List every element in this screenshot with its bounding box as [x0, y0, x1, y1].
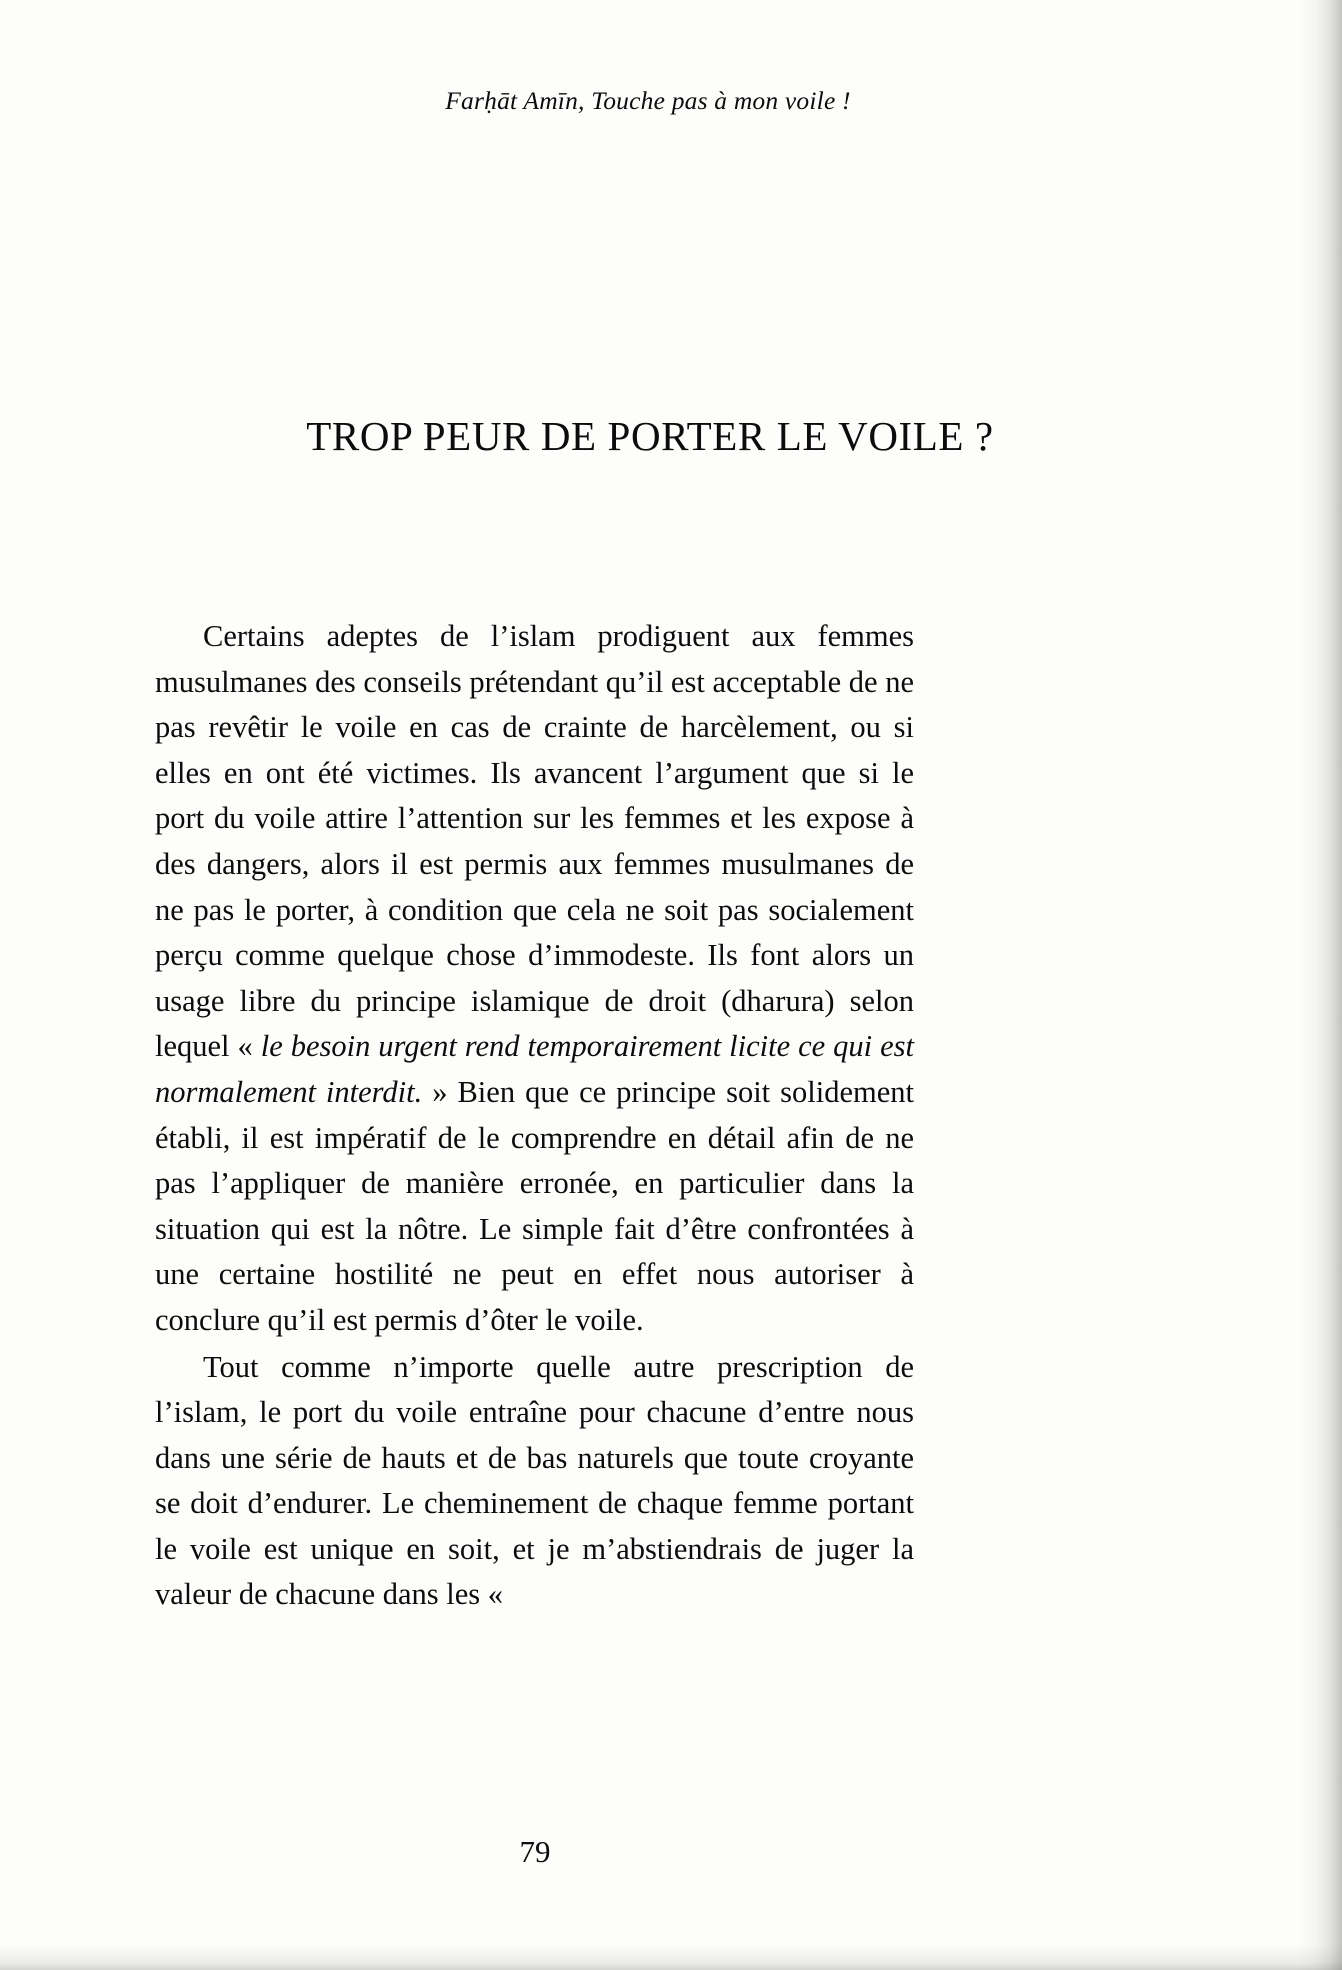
running-header: Farḥāt Amīn, Touche pas à mon voile !: [445, 86, 851, 115]
page-edge-shadow-right: [1298, 0, 1342, 1970]
quoted-passage: le besoin urgent rend temporairement licite ce qui est normalement interdit.: [155, 1029, 914, 1109]
body-text: [155, 614, 914, 1618]
page-number: 79: [519, 1834, 551, 1869]
paragraph-2: [155, 1345, 914, 1619]
text-run: » Bien que ce principe soit solidement établi, il est impératif de le comprendre en détail afin de ne pas l’appliquer de manière erronée, en particulier dans la situation qui est la nôtre. Le simple fait d’être confrontées à une certaine hostilité ne peut en effet nous autoriser à conclure qu’il est permis d’ôter le voile.: [155, 1074, 914, 1337]
paragraph-1: [155, 614, 914, 1344]
text-run: Certains adeptes de l’islam prodiguent aux femmes musulmanes des conseils prétendant qu’il est acceptable de ne pas revêtir le voile en cas de crainte de harcèlement, ou si elles en ont été victimes. Ils avancent l’argument que si le port du voile attire l’attention sur les femmes et les expose à des dangers, alors il est permis aux femmes musulmanes de ne pas le porter, à condition que cela ne soit pas socialement perçu comme quelque chose d’immodeste. Ils font alors un usage libre du principe islamique de droit (dharura) selon lequel «: [155, 619, 914, 1064]
page-edge-shadow-bottom: [0, 1944, 1342, 1970]
page-title: TROP PEUR DE PORTER LE VOILE ?: [306, 413, 994, 459]
text-run: Tout comme n’importe quelle autre prescription de l’islam, le port du voile entraîne pour chacune d’entre nous dans une série de hauts et de bas naturels que toute croyante se doit d’endurer. Le cheminement de chaque femme portant le voile est unique en soit, et je m’abstiendrais de juger la valeur de chacune dans les «: [155, 1349, 914, 1612]
